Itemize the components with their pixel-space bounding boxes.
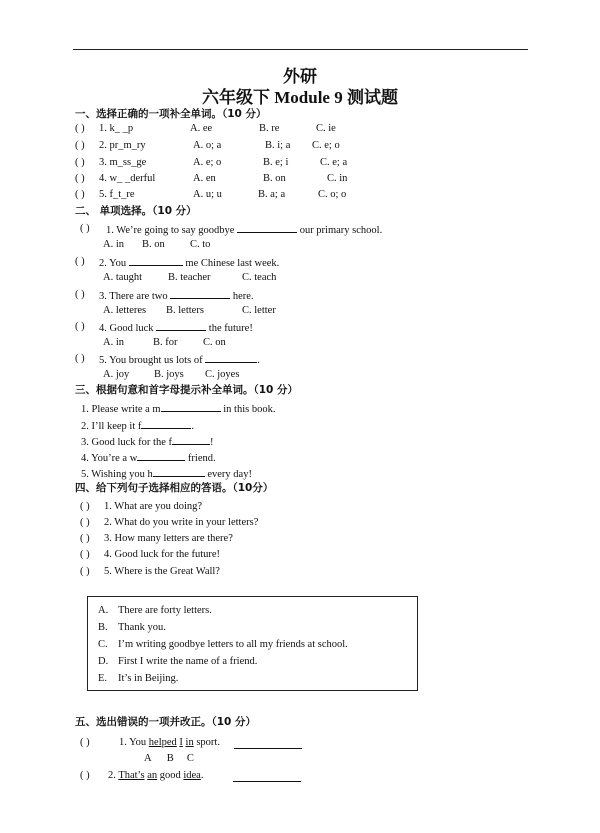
answer-blank[interactable]	[205, 352, 257, 363]
answer-paren: ( )	[75, 289, 85, 300]
option-a: A. taught	[103, 272, 143, 283]
question-text: 2. What do you write in your letters?	[104, 517, 259, 528]
answer-options-box	[87, 596, 418, 691]
list-item-options	[103, 304, 276, 317]
list-item: 4. You’re a w friend.	[81, 450, 216, 465]
list-item-options	[103, 238, 211, 251]
answer-paren: ( )	[75, 353, 85, 364]
answer-blank[interactable]	[156, 320, 206, 331]
section2-heading: 二、 单项选择。（10 分）	[75, 205, 197, 217]
list-item	[75, 156, 348, 169]
answer-blank[interactable]	[129, 255, 183, 266]
list-item: 3. Good luck for the f !	[81, 434, 213, 449]
answer-paren: ( )	[75, 140, 85, 151]
list-item	[80, 736, 220, 749]
answer-blank[interactable]	[161, 401, 221, 412]
correction-blank[interactable]	[234, 738, 302, 749]
question-text: 3. There are two here.	[99, 288, 254, 303]
answer-paren: ( )	[80, 566, 90, 577]
list-item	[80, 769, 204, 782]
list-item: 5. Wishing you h every day!	[81, 466, 252, 481]
option-a: A. e; o	[193, 157, 222, 168]
list-item	[80, 516, 259, 529]
option-b: B. a; a	[258, 189, 286, 200]
option-b: B. re	[259, 123, 280, 134]
option-b: B. e; i	[263, 157, 289, 168]
question-text: 4. w_ _derful	[99, 173, 156, 184]
option-b: B. for	[153, 337, 178, 348]
option-c: C. to	[190, 239, 211, 250]
answer-blank[interactable]	[137, 450, 185, 461]
option-c: C. on	[203, 337, 226, 348]
list-item: 2. I’ll keep it f .	[81, 418, 194, 433]
option-b: B. i; a	[265, 140, 291, 151]
question-text: 1. What are you doing?	[104, 501, 203, 512]
answer-blank[interactable]	[141, 418, 191, 429]
answer-blank[interactable]	[170, 288, 230, 299]
option-c: C. e; a	[320, 157, 348, 168]
answer-paren: ( )	[75, 123, 85, 134]
list-item	[80, 548, 221, 561]
answer-paren: ( )	[80, 737, 90, 748]
answer-paren: ( )	[80, 533, 90, 544]
list-item	[80, 222, 383, 236]
list-item	[75, 352, 260, 366]
question-text: 3. How many letters are there?	[104, 533, 233, 544]
answer-paren: ( )	[80, 770, 90, 781]
doc-title: 六年级下 Module 9 测试题	[202, 88, 398, 107]
list-item	[80, 500, 203, 513]
doc-title-publisher: 外研	[283, 67, 317, 86]
question-text: 5. Where is the Great Wall?	[104, 566, 220, 577]
option-a: A. u; u	[193, 189, 222, 200]
question-text: 2. pr_m_ry	[99, 140, 146, 151]
option-c: C. teach	[242, 272, 277, 283]
answer-paren: ( )	[75, 189, 85, 200]
option-a: A. letteres	[103, 305, 147, 316]
list-item-options	[103, 368, 240, 381]
list-item	[75, 122, 336, 135]
list-item	[75, 188, 347, 201]
option-b: B. on	[263, 173, 286, 184]
list-item	[80, 532, 233, 545]
question-text: 5. f_t_re	[99, 189, 135, 200]
option-b: B. letters	[166, 305, 204, 316]
option-c: C. joyes	[205, 369, 240, 380]
option-labels: A B C	[144, 753, 194, 764]
list-item	[75, 288, 254, 302]
answer-option: E. It’s in Beijing.	[98, 673, 179, 684]
question-text: 3. m_ss_ge	[99, 157, 147, 168]
option-a: A. in	[103, 239, 124, 250]
option-a: A. o; a	[193, 140, 222, 151]
answer-paren: ( )	[80, 223, 90, 234]
option-b: B. joys	[154, 369, 184, 380]
answer-option: D. First I write the name of a friend.	[98, 656, 258, 667]
option-b: B. on	[142, 239, 165, 250]
answer-blank[interactable]	[153, 466, 205, 477]
option-a: A. joy	[103, 369, 130, 380]
option-c: C. o; o	[318, 189, 347, 200]
list-item	[75, 320, 253, 334]
option-b: B. teacher	[168, 272, 211, 283]
answer-blank[interactable]	[237, 222, 297, 233]
top-rule	[73, 49, 528, 50]
list-item-options	[103, 336, 226, 349]
question-text: 1. You helped I in sport.	[119, 737, 220, 748]
list-item	[75, 139, 340, 152]
answer-option: C. I’m writing goodbye letters to all my friends at school.	[98, 639, 348, 650]
answer-blank[interactable]	[172, 434, 210, 445]
answer-option: B. Thank you.	[98, 622, 166, 633]
question-text: 4. Good luck the future!	[99, 320, 253, 335]
list-item	[75, 255, 280, 269]
option-a: A. ee	[190, 123, 213, 134]
list-item-options	[103, 271, 277, 284]
question-text: 2. That’s an good idea.	[108, 770, 204, 781]
option-c: C. ie	[316, 123, 336, 134]
list-item	[75, 172, 348, 185]
option-c: C. e; o	[312, 140, 340, 151]
section5-heading: 五、选出错误的一项并改正。（10 分）	[75, 716, 257, 728]
section4-heading: 四、给下列句子选择相应的答语。（10分）	[75, 482, 274, 494]
question-text: 2. You me Chinese last week.	[99, 255, 279, 270]
answer-paren: ( )	[75, 173, 85, 184]
correction-blank[interactable]	[233, 771, 301, 782]
question-text: 1. We’re going to say goodbye our primary school.	[106, 222, 382, 237]
answer-paren: ( )	[75, 157, 85, 168]
option-c: C. in	[327, 173, 348, 184]
answer-paren: ( )	[75, 256, 85, 267]
list-item	[80, 565, 220, 578]
question-text: 4. Good luck for the future!	[104, 549, 221, 560]
section1-heading: 一、选择正确的一项补全单词。（10 分）	[75, 108, 267, 120]
answer-option: A. There are forty letters.	[98, 605, 212, 616]
answer-paren: ( )	[80, 517, 90, 528]
option-a: A. in	[103, 337, 124, 348]
answer-paren: ( )	[80, 501, 90, 512]
question-text: 5. You brought us lots of .	[99, 352, 260, 367]
answer-paren: ( )	[80, 549, 90, 560]
section3-heading: 三、根据句意和首字母提示补全单词。（10 分）	[75, 384, 299, 396]
question-text: 1. k_ _p	[99, 123, 134, 134]
answer-paren: ( )	[75, 321, 85, 332]
option-c: C. letter	[242, 305, 276, 316]
option-a: A. en	[193, 173, 216, 184]
list-item: 1. Please write a m in this book.	[81, 401, 275, 416]
